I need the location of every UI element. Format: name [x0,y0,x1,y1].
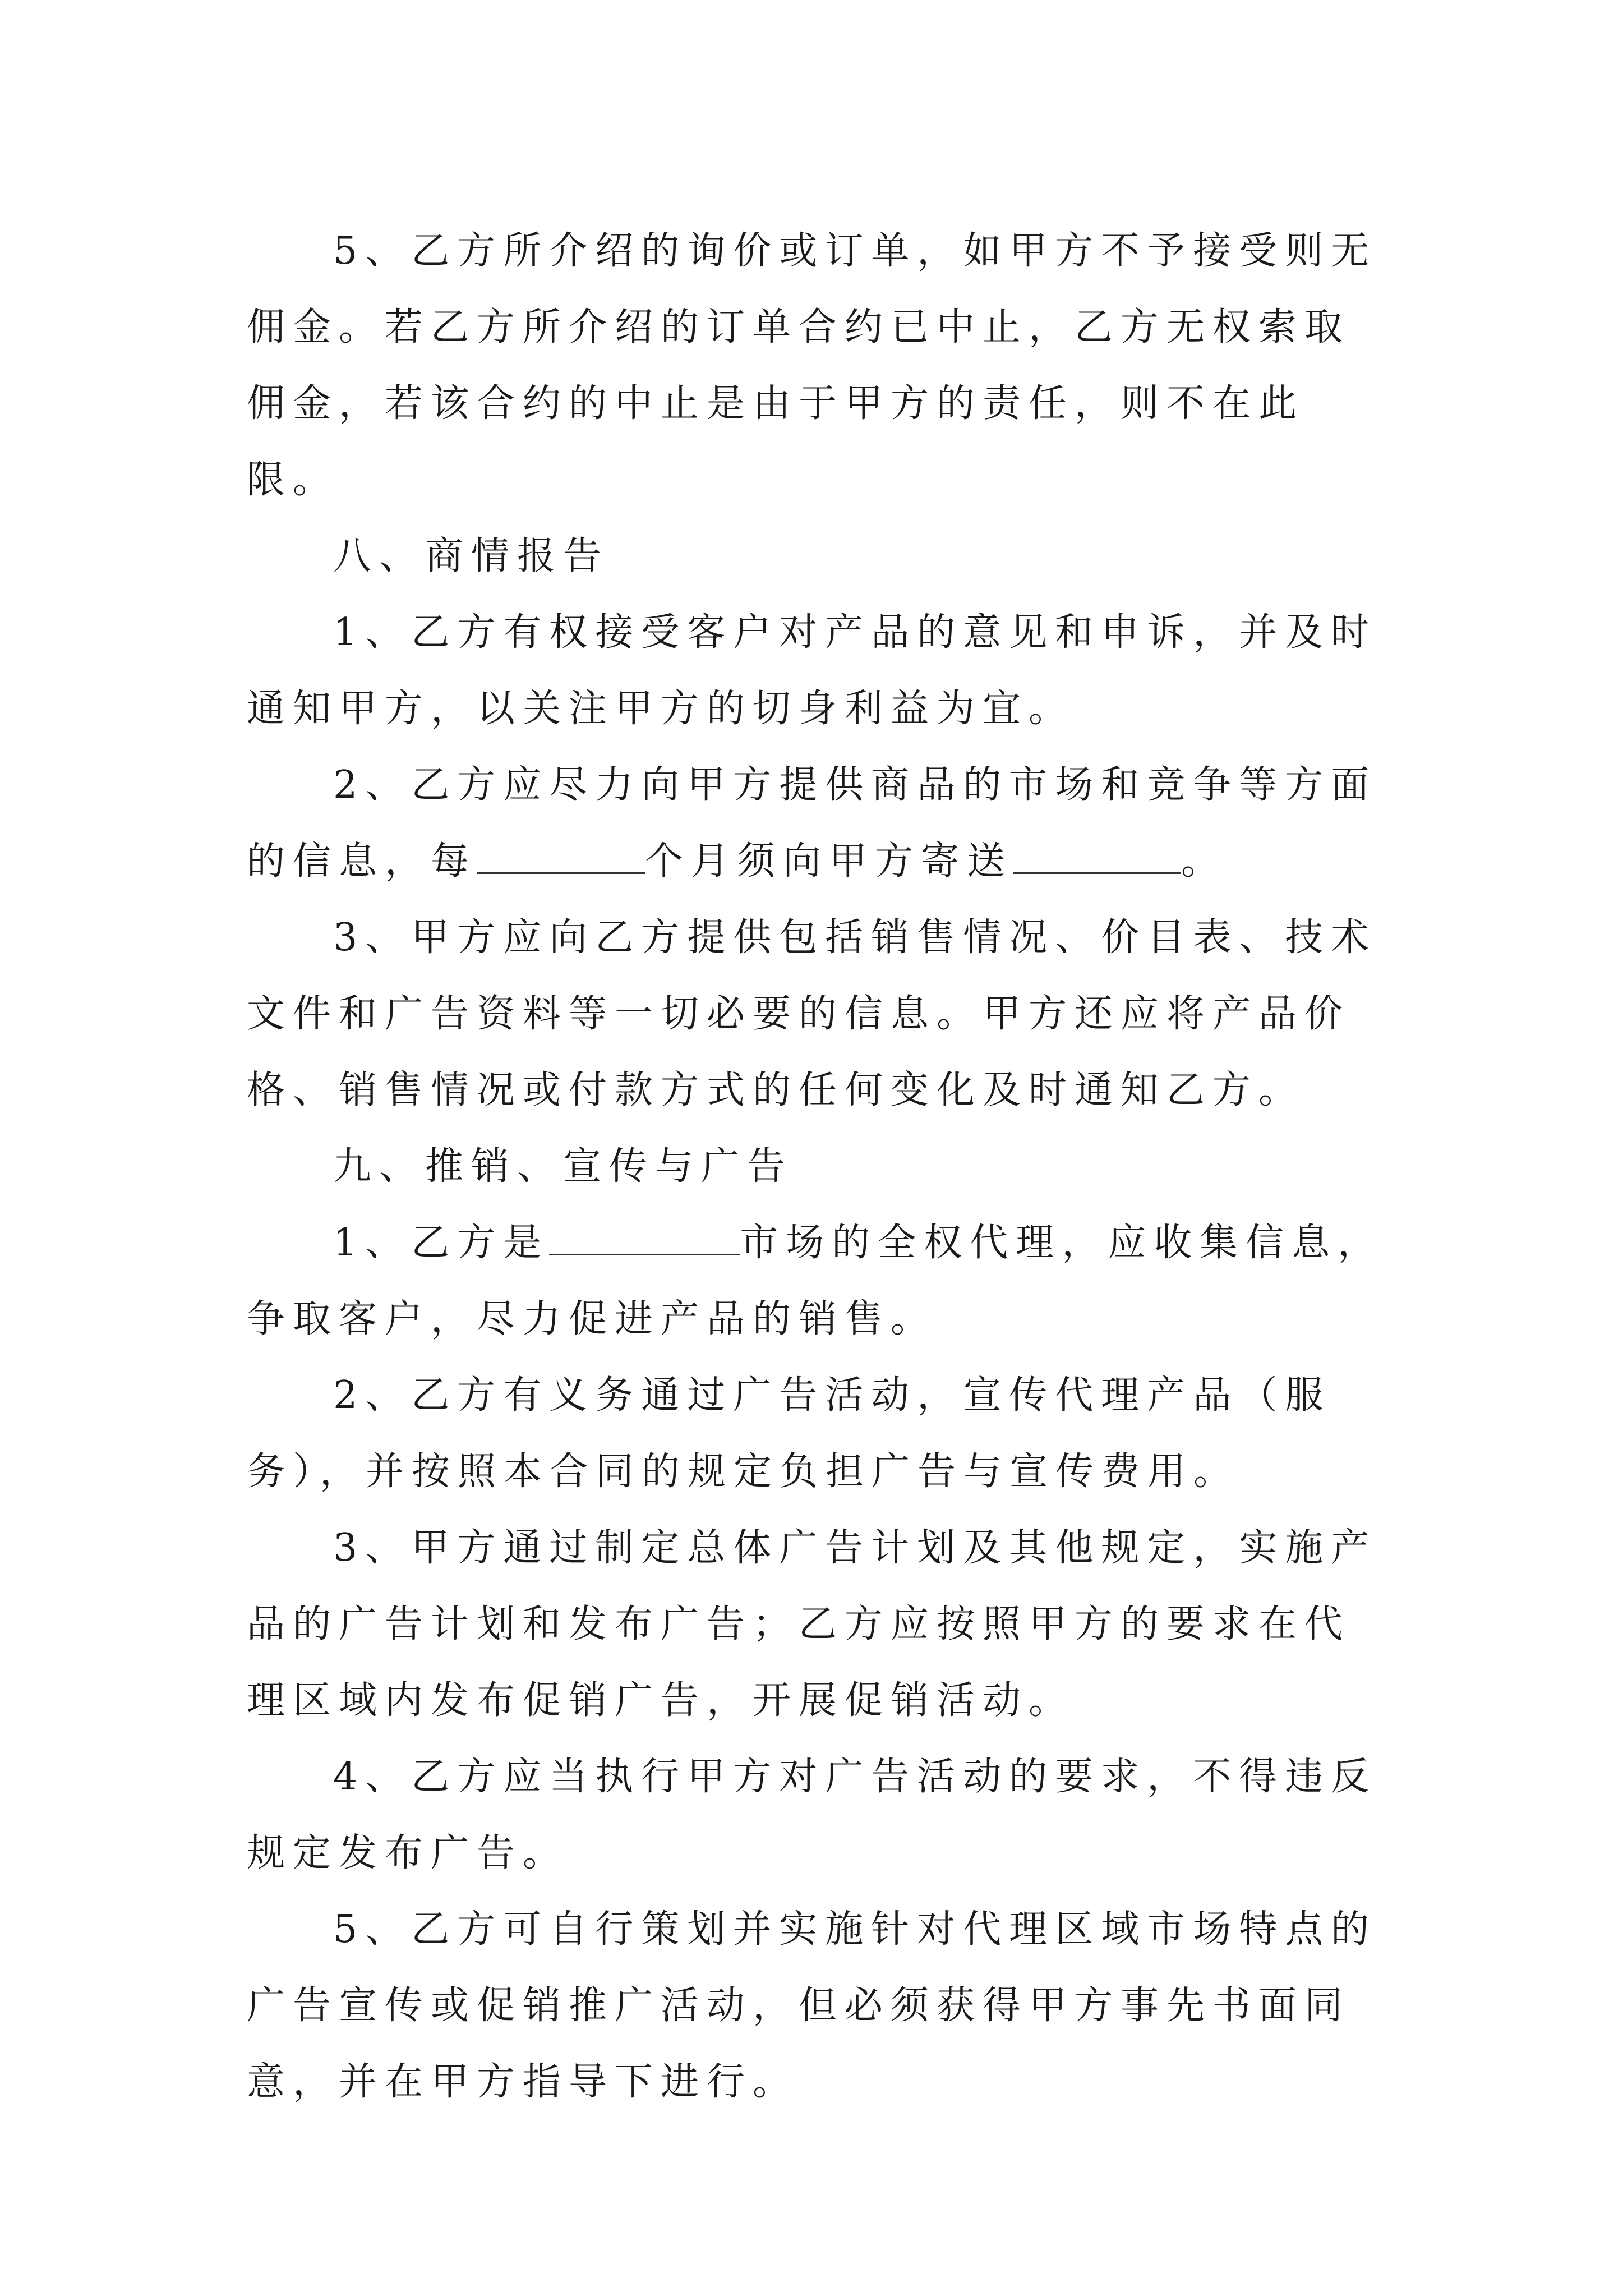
blank-months-field [477,839,645,874]
document-body [247,213,1391,2120]
paragraph-8-2 [247,747,1391,900]
paragraph-9-2: 2、乙方有义务通过广告活动，宣传代理产品（服务），并按照本合同的规定负担广告与宣传费用。 [247,1373,1331,1494]
paragraph-9-3: 3、甲方通过制定总体广告计划及其他规定，实施产品的广告计划和发布广告；乙方应按照甲方的要求在代理区域内发布促销广告，开展促销活动。 [247,1526,1377,1723]
paragraph-8-1: 1、乙方有权接受客户对产品的意见和申诉，并及时通知甲方，以关注甲方的切身利益为宜。 [247,610,1377,731]
paragraph-9-1-text-a: 1、乙方是 [333,1221,550,1265]
paragraph-9-4: 4、乙方应当执行甲方对广告活动的要求，不得违反规定发布广告。 [247,1755,1377,1875]
paragraph-9-1 [247,1205,1391,1358]
paragraph-8-3: 3、甲方应向乙方提供包括销售情况、价目表、技术文件和广告资料等一切必要的信息。甲方还应将产品价格、销售情况或付款方式的任何变化及时通知乙方。 [247,915,1377,1112]
paragraph-commission-clause: 5、乙方所介绍的询价或订单，如甲方不予接受则无佣金。若乙方所介绍的订单合约已中止，乙方无权索取佣金，若该合约的中止是由于甲方的责任，则不在此限。 [247,229,1377,502]
paragraph-8-2-text-b: 个月须向甲方寄送 [645,839,1013,884]
blank-market-field [549,1220,740,1255]
section-heading-9: 九、推销、宣传与广告 [333,1144,794,1189]
paragraph-9-5: 5、乙方可自行策划并实施针对代理区域市场特点的广告宣传或促销推广活动，但必须获得甲方事先书面同意，并在甲方指导下进行。 [247,1907,1377,2104]
paragraph-9-1-text-b: 市场的全权代理，应收集信息，争取客户，尽力促进产品的销售。 [247,1221,1384,1341]
section-heading-8: 八、商情报告 [333,534,610,578]
paragraph-8-2-text-c: 。 [1181,839,1228,884]
paragraph-8-2-text-a: 2、乙方应尽力向甲方提供商品的市场和竞争等方面的信息，每 [247,763,1377,884]
blank-send-items-field [1013,839,1181,874]
